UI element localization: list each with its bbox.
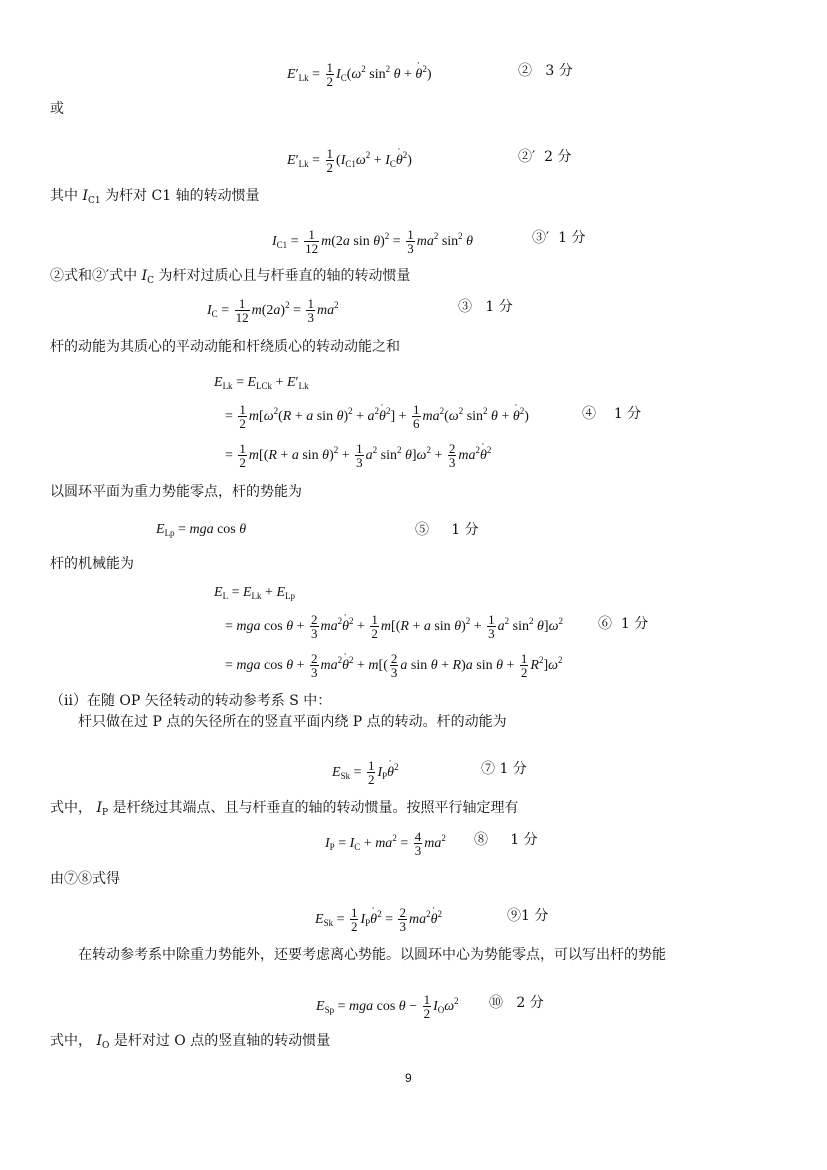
equation-9: $E_{Sk}$ = $\frac{1}{2}$ $I_P\theta$ ˙$^2$ = $\frac{2}{3}$ $ma^2\theta$ ˙$^2$ (315, 905, 442, 933)
equation-5-tag: ⑤ 1 分 (415, 522, 479, 538)
equation-2-prime: $E'_{Lk}$ = $\frac{1}{2}$ ($I_{C1}\omega^2 + I_C\theta$ ˙$^2$) (287, 146, 412, 174)
equation-8: $I_P = I_C + ma^2$ = $\frac{4}{3}$ $ma^2$ (325, 829, 446, 859)
equation-5: $E_{Lp}$ = mga cos θ (156, 522, 247, 538)
equation-10-tag: ⑩ 2 分 (489, 995, 544, 1011)
text-ip: 式中， $I_P$ 是杆绕过其端点、且与杆垂直的轴的转动惯量。按照平行轴定理有 (50, 800, 519, 818)
equation-2: $E'_{Lk}$ = $\frac{1}{2}$ $I_C(\omega^2$ $\sin^2 \theta + \theta$ ˙$^2$) (287, 60, 431, 88)
equation-6-line3: = mga cos θ + $\frac{2}{3}$ $ma^2\theta$ ˙$^2$ + m[( $\frac{2}{3}$ a sin θ + R)a sin θ + $\frac{1}{2}$ $R^2]\omega^2$ (225, 651, 563, 679)
equation-4-line1: $E_{Lk} = E_{LCk} + E'_{Lk}$ (214, 375, 309, 391)
text-io: 式中， $I_O$ 是杆对过 O 点的竖直轴的转动惯量 (50, 1033, 331, 1051)
text-ic: ②式和②′式中 $I_C$ 为杆对过质心且与杆垂直的轴的转动惯量 (50, 268, 411, 286)
text-part-ii: （ii）在随 OP 矢径转动的转动参考系 S 中： (50, 693, 332, 709)
equation-3-tag: ③ 1 分 (458, 299, 513, 315)
page-number: 9 (405, 1071, 412, 1085)
equation-3-prime-tag: ③′ 1 分 (532, 230, 586, 246)
text-ke-total: 杆的动能为其质心的平动动能和杆绕质心的转动动能之和 (50, 339, 400, 355)
equation-3-prime: $I_{C1}$ = $\frac{1}{12}$ m(2a sin θ)$^2$ = $\frac{1}{3}$ $ma^2$ $\sin^2 \theta$ (272, 227, 474, 257)
equation-10: $E_{Sp}$ = mga cos θ − $\frac{1}{2}$ $I_O\omega^2$ (316, 992, 459, 1022)
text-potential: 以圆环平面为重力势能零点，杆的势能为 (50, 484, 302, 500)
equation-3: $I_C$ = $\frac{1}{12}$ $m(2a)^2$ = $\frac{1}{3}$ $ma^2$ (207, 296, 339, 326)
text-from-7-8: 由⑦⑧式得 (50, 871, 120, 887)
equation-2-tag: ② 3 分 (518, 63, 573, 79)
text-rotating-frame: 在转动参考系中除重力势能外，还要考虑离心势能。以圆环中心为势能零点，可以写出杆的势能 (78, 947, 666, 963)
equation-2-prime-tag: ②′ 2 分 (518, 149, 572, 165)
equation-7: $E_{Sk}$ = $\frac{1}{2}$ $I_P\theta$ ˙$^2$ (332, 758, 399, 786)
equation-4-line3: = $\frac{1}{2}$ m[(R + a sin θ)$^2$ + $\frac{1}{3}$ $a^2$ $\sin^2 \theta]\omega^2$ + $\frac{2}{3}$ $ma^2\theta$ ˙$^2$ (225, 441, 491, 469)
or-text: 或 (50, 101, 64, 117)
equation-6-tag: ⑥ 1 分 (598, 616, 649, 632)
equation-8-tag: ⑧ 1 分 (474, 832, 538, 848)
text-mechanical: 杆的机械能为 (50, 556, 134, 572)
equation-4-line2: = $\frac{1}{2}$ $m[\omega^2(R + a$ $\sin \theta)^2 + a^2\theta$ ˙$^2$] + $\frac{1}{6}$ $ma^2(\omega^2$ $\sin^2 \theta + \theta$ ˙$^2$) (225, 402, 529, 430)
equation-7-tag: ⑦ 1 分 (481, 761, 527, 777)
text-only-rotation: 杆只做在过 P 点的矢径所在的竖直平面内绕 P 点的转动。杆的动能为 (78, 714, 507, 730)
equation-6-line2: = mga cos θ + $\frac{2}{3}$ $ma^2\theta$ ˙$^2$ + $\frac{1}{2}$ m[(R + a sin θ)$^2$ + $\frac{1}{3}$ $a^2$ $\sin^2 \theta]\omega^2$ (225, 612, 563, 640)
equation-9-tag: ⑨1 分 (507, 908, 549, 924)
equation-6-line1: $E_L = E_{Lk} + E_{Lp}$ (214, 585, 295, 601)
equation-4-tag: ④ 1 分 (582, 406, 642, 422)
text-ic1: 其中 $I_{C1}$ 为杆对 C1 轴的转动惯量 (50, 188, 260, 206)
